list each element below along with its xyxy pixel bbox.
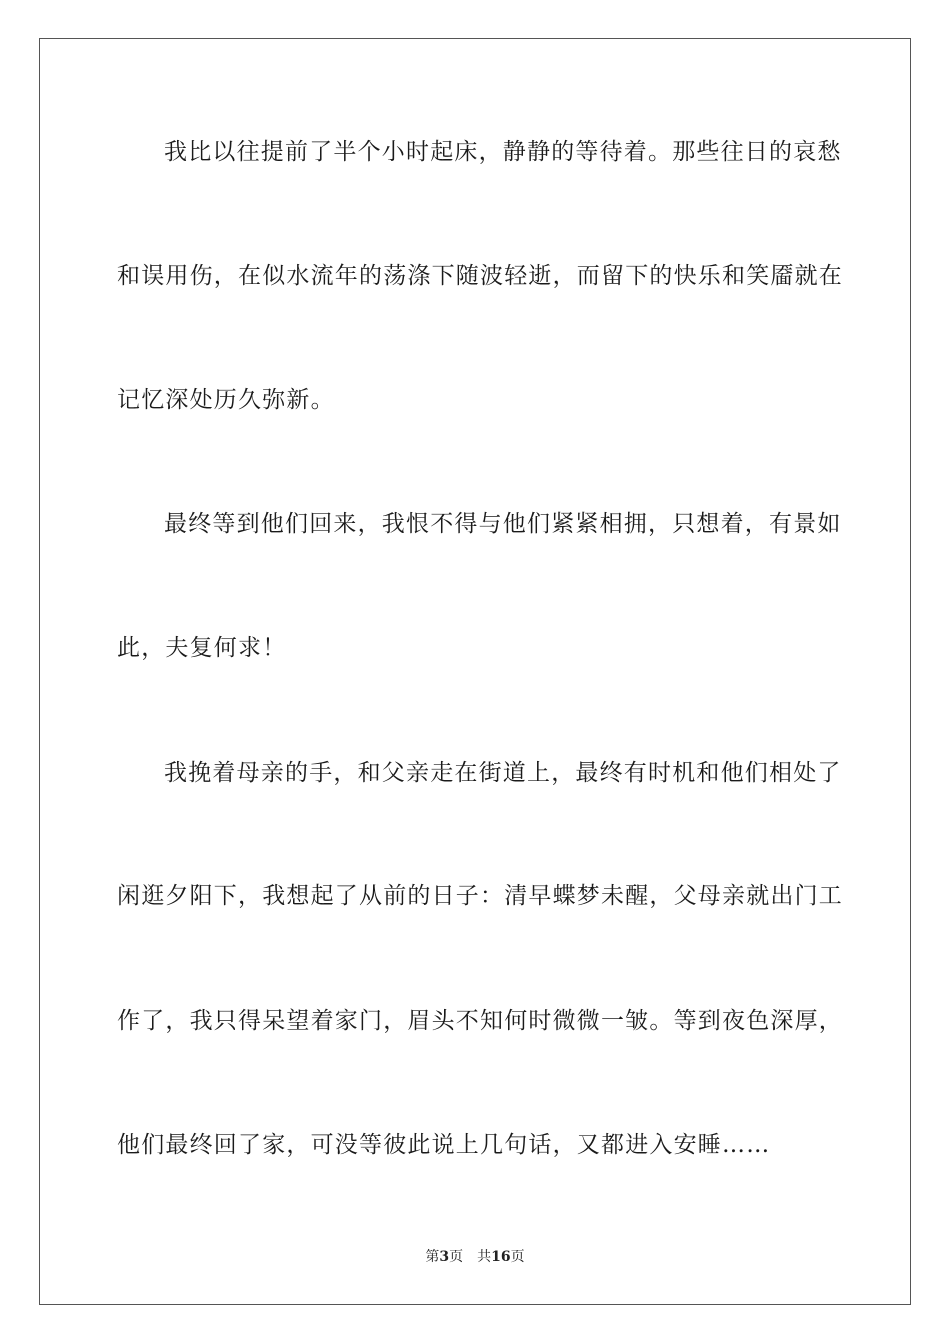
paragraph-3-line-4: 他们最终回了家，可没等彼此说上几句话，又都进入安睡…… xyxy=(117,1132,771,1158)
paragraph-1-line-3: 记忆深处历久弥新。 xyxy=(117,387,335,413)
total-suffix: 页 xyxy=(510,1249,525,1265)
page-border xyxy=(39,38,911,1305)
total-prefix: 共 xyxy=(477,1249,492,1265)
paragraph-2-line-1: 最终等到他们回来，我恨不得与他们紧紧相拥，只想着，有景如 xyxy=(164,511,842,537)
page-footer xyxy=(0,1248,950,1266)
paragraph-3-line-1: 我挽着母亲的手，和父亲走在街道上，最终有时机和他们相处了 xyxy=(164,760,842,786)
paragraph-3-line-3: 作了，我只得呆望着家门，眉头不知何时微微一皱。等到夜色深厚， xyxy=(117,1008,843,1034)
paragraph-1-line-1: 我比以往提前了半个小时起床，静静的等待着。那些往日的哀愁 xyxy=(164,139,842,165)
paragraph-2-line-2: 此，夫复何求！ xyxy=(117,635,287,661)
current-page-number: 3 xyxy=(439,1249,450,1265)
total-pages-number: 16 xyxy=(491,1249,511,1265)
page-suffix: 页 xyxy=(449,1249,464,1265)
paragraph-3-line-2: 闲逛夕阳下，我想起了从前的日子：清早蝶梦未醒，父母亲就出门工 xyxy=(117,883,843,909)
page-prefix: 第 xyxy=(425,1249,440,1265)
paragraph-1-line-2: 和误用伤，在似水流年的荡涤下随波轻逝，而留下的快乐和笑靥就在 xyxy=(117,263,843,289)
